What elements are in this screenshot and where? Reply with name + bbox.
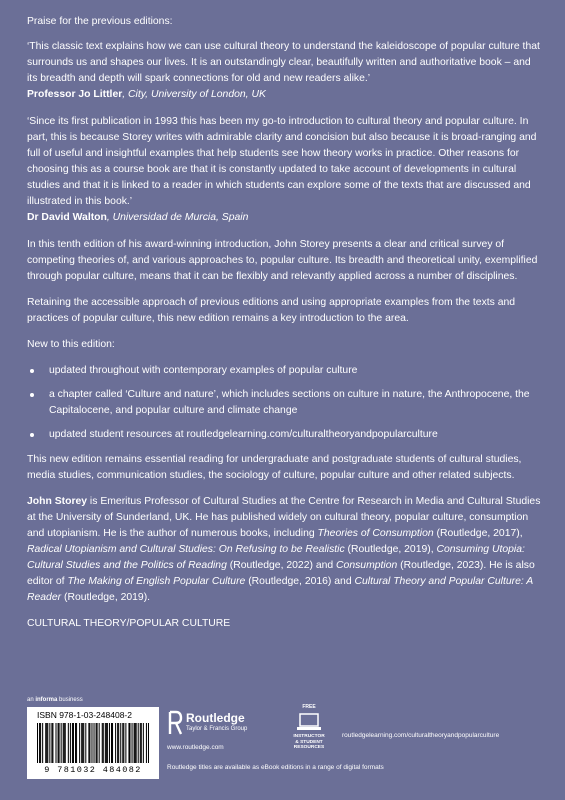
badge-text: INSTRUCTOR & STUDENT RESOURCES xyxy=(293,734,325,750)
publisher-url: www.routledge.com xyxy=(167,744,224,751)
new-edition-heading: New to this edition: xyxy=(27,339,115,350)
author-bio: John Storey is Emeritus Professor of Cultural Studies at the Centre for Research in Media and Cultural Studies at the University of Sunderland, UK. He has published widely on cultural theory, popular culture, consumption and utopianism. He is the author of numerous books, including Theories of Consumption (Routledge, 2017), Radical Utopianism and Cultural Studies: On Refusing to be Realistic (Routledge, 2019), Consuming Utopia: Cultural Studies and the Politics of Reading (Routledge, 2022) and Consumption (Routledge, 2023). He is also editor of The Making of English Popular Culture (Routledge, 2016) and Cultural Theory and Popular Culture: A Reader (Routledge, 2019). xyxy=(27,496,541,603)
barcode-number: 9 781032 484082 xyxy=(44,765,142,775)
resource-url: routledgelearning.com/culturaltheoryandpopularculture xyxy=(342,732,500,739)
quote-1 xyxy=(27,39,543,103)
list-item: updated student resources at routledgelearning.com/culturaltheoryandpopularculture xyxy=(27,427,543,443)
quote-2-text: ‘Since its first publication in 1993 this has been my go-to introduction to cultural theory and popular culture. In part, this is because Storey writes with admirable clarity and concision but also because it is broad-ranging and full of useful and insightful examples that help students see how theory works in practice. Other reasons for choosing this as a course book are that it is constantly updated to take account of developments in cultural studies and that it is linked to a reader in which students can explore some of the texts that are discussed and illustrated in this book.’ xyxy=(27,116,537,207)
publisher-group: Taylor & Francis Group xyxy=(186,726,248,732)
informa-business-label: an informa business xyxy=(27,697,83,703)
back-cover-text xyxy=(27,14,543,632)
list-item: a chapter called ‘Culture and nature’, which includes sections on culture in nature, the Anthropocene, the Capitalocene, and popular culture and climate change xyxy=(27,387,543,419)
essential-paragraph: This new edition remains essential reading for undergraduate and postgraduate students of cultural studies, media studies, communication studies, the sociology of culture, popular culture and other related subjects. xyxy=(27,454,522,481)
ebook-note: Routledge titles are available as eBook editions in a range of digital formats xyxy=(167,764,384,771)
quote-1-attribution: Professor Jo Littler, City, University of London, UK xyxy=(27,89,266,100)
isbn-text: ISBN 978-1-03-248408-2 xyxy=(37,710,132,720)
publisher-name: Routledge xyxy=(186,711,245,725)
retaining-paragraph: Retaining the accessible approach of previous editions and using appropriate examples from the texts and practices of popular culture, this new edition remains a key introduction to the area. xyxy=(27,297,516,324)
routledge-logo-icon xyxy=(167,710,183,736)
free-resources-badge xyxy=(287,704,331,754)
barcode-icon xyxy=(37,723,149,763)
footer xyxy=(27,697,547,797)
quote-1-text: ‘This classic text explains how we can use cultural theory to understand the kaleidoscope of popular culture that surrounds us and shapes our lives. It is an outstandingly clear, beautifully written and authoritative book – and its breadth and depth will spark connections for old and new readers alike.’ xyxy=(27,41,540,84)
barcode-box xyxy=(27,707,159,779)
intro-paragraph: In this tenth edition of his award-winning introduction, John Storey presents a clear and critical survey of competing theories of, and various approaches to, popular culture. Its breadth and theoretical unity, exemplified through popular culture, means that it can be flexibly and relevantly applied across a number of disciplines. xyxy=(27,239,538,282)
quote-2 xyxy=(27,114,543,226)
laptop-icon xyxy=(295,712,323,732)
list-item: updated throughout with contemporary examples of popular culture xyxy=(27,363,543,379)
quote-2-attribution: Dr David Walton, Universidad de Murcia, Spain xyxy=(27,212,249,223)
subject-category: CULTURAL THEORY/POPULAR CULTURE xyxy=(27,618,231,629)
new-features-list xyxy=(27,363,543,443)
praise-heading: Praise for the previous editions: xyxy=(27,16,173,27)
badge-free-label: FREE xyxy=(302,704,316,710)
